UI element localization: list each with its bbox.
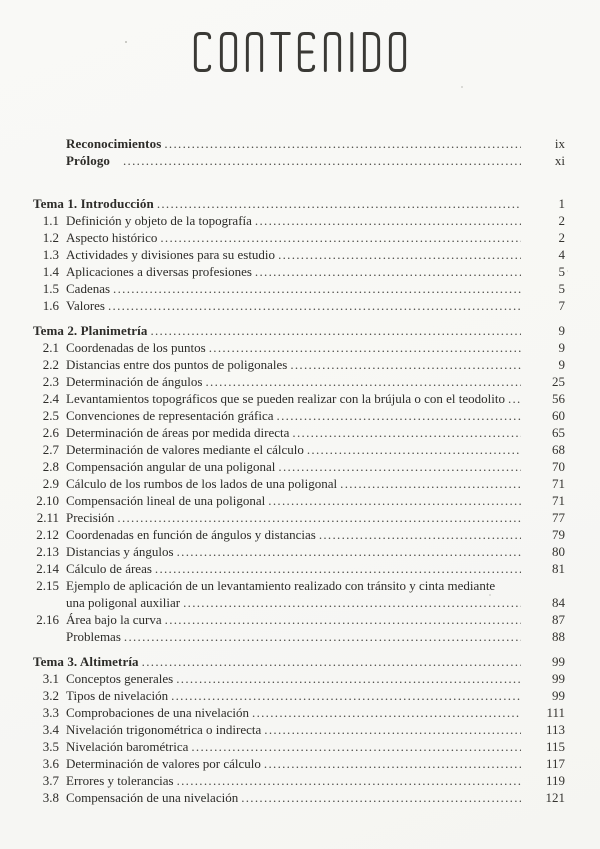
entry-number: 2.8 <box>42 459 59 474</box>
toc-row <box>33 526 565 543</box>
toc-row <box>33 543 565 560</box>
toc-row <box>33 475 565 492</box>
dot-leader <box>290 356 521 373</box>
entry-number: 2.5 <box>42 408 59 423</box>
entry-label: Reconocimientos <box>66 136 162 151</box>
entry-label: Compensación angular de una poligonal <box>66 459 276 474</box>
scan-speck <box>567 270 568 272</box>
dot-leader <box>171 687 521 704</box>
sections-list <box>33 195 565 806</box>
toc-section <box>33 195 565 314</box>
dot-leader <box>278 458 521 475</box>
toc-row <box>33 755 565 772</box>
toc-row <box>33 339 565 356</box>
entry-number: 1.1 <box>42 213 59 228</box>
entry-label: Definición y objeto de la topografía <box>66 213 252 228</box>
entry-label: Determinación de valores por cálculo <box>66 756 261 771</box>
toc-row <box>33 492 565 509</box>
toc-row <box>33 611 565 628</box>
toc-row <box>33 424 565 441</box>
toc-row <box>33 390 565 407</box>
entry-number: 3.7 <box>42 773 59 788</box>
toc-row <box>33 373 565 390</box>
entry-number: 2.9 <box>42 476 59 491</box>
dot-leader <box>177 543 521 560</box>
dot-leader <box>277 407 521 424</box>
entry-label: Determinación de ángulos <box>66 374 203 389</box>
toc-row <box>33 246 565 263</box>
entry-page: 71 <box>552 476 565 491</box>
dot-leader <box>191 738 521 755</box>
entry-number: 2.16 <box>36 612 59 627</box>
toc-row <box>33 135 565 152</box>
entry-page: 79 <box>552 527 565 542</box>
entry-page: 119 <box>545 773 565 788</box>
toc-row <box>33 670 565 687</box>
entry-label: Coordenadas en función de ángulos y distancias <box>66 527 316 542</box>
entry-page: 2 <box>558 213 565 228</box>
entry-page: 2 <box>558 230 565 245</box>
entry-page: 9 <box>558 357 565 372</box>
entry-number: 3.2 <box>42 688 59 703</box>
entry-page: 9 <box>558 323 565 338</box>
toc-row <box>33 407 565 424</box>
entry-number: 2.2 <box>42 357 59 372</box>
title-letter <box>296 31 317 73</box>
dot-leader <box>264 721 521 738</box>
dot-leader <box>150 322 521 339</box>
dot-leader <box>177 772 521 789</box>
dot-leader <box>142 653 521 670</box>
title-letter <box>270 31 291 73</box>
title-letter <box>218 31 239 73</box>
entry-page: xi <box>554 153 565 168</box>
toc-row <box>33 653 565 670</box>
toc-row <box>33 212 565 229</box>
dot-leader <box>183 594 521 611</box>
toc-row <box>33 152 565 169</box>
dot-leader <box>241 789 521 806</box>
entry-number: 2.10 <box>36 493 59 508</box>
dot-leader <box>113 280 521 297</box>
entry-label: Ejemplo de aplicación de un levantamiento realizado con tránsito y cinta mediante <box>66 578 496 593</box>
entry-page: 99 <box>552 654 565 669</box>
toc-row <box>33 594 565 611</box>
entry-label: Levantamientos topográficos que se pueden realizar con la brújula o con el teodolito <box>66 391 505 406</box>
toc-section <box>33 653 565 806</box>
toc-row <box>33 577 565 594</box>
toc-row <box>33 229 565 246</box>
toc-row <box>33 704 565 721</box>
entry-page: 121 <box>545 790 565 805</box>
dot-leader <box>307 441 521 458</box>
entry-label: Actividades y divisiones para su estudio <box>66 247 276 262</box>
entry-number: 1.2 <box>42 230 59 245</box>
entry-label: Tema 1. Introducción <box>33 196 154 211</box>
toc-row <box>33 356 565 373</box>
entry-label: Aspecto histórico <box>66 230 158 245</box>
entry-number: 2.14 <box>36 561 59 576</box>
entry-label: Convenciones de representación gráfica <box>66 408 274 423</box>
entry-number: 2.15 <box>36 578 59 593</box>
title-letter <box>361 31 382 73</box>
dot-leader <box>209 339 521 356</box>
entry-label: Área bajo la curva <box>66 612 162 627</box>
entry-label: Conceptos generales <box>66 671 174 686</box>
entry-number: 2.11 <box>36 510 59 525</box>
entry-label: Tipos de nivelación <box>66 688 169 703</box>
toc-row <box>33 458 565 475</box>
entry-label: Precisión <box>66 510 115 525</box>
entry-number: 3.5 <box>42 739 59 754</box>
dot-leader <box>157 195 521 212</box>
entry-label: Tema 3. Altimetría <box>33 654 139 669</box>
entry-label: Cálculo de los rumbos de los lados de una poligonal <box>66 476 338 491</box>
entry-number: 1.4 <box>42 264 59 279</box>
title-letter <box>387 31 408 73</box>
toc-row <box>33 195 565 212</box>
entry-page: 77 <box>552 510 565 525</box>
entry-label: Distancias y ángulos <box>66 544 174 559</box>
entry-label: Errores y tolerancias <box>66 773 174 788</box>
entry-label: Compensación lineal de una poligonal <box>66 493 266 508</box>
entry-label: Aplicaciones a diversas profesiones <box>66 264 252 279</box>
entry-number: 3.4 <box>42 722 59 737</box>
toc-section <box>33 322 565 645</box>
entry-label: Nivelación trigonométrica o indirecta <box>66 722 262 737</box>
dot-leader <box>155 560 521 577</box>
entry-number: 2.4 <box>42 391 59 406</box>
toc-row <box>33 789 565 806</box>
title-letter <box>192 31 213 73</box>
dot-leader <box>165 611 521 628</box>
entry-number: 3.3 <box>42 705 59 720</box>
entry-page: 99 <box>552 688 565 703</box>
toc-row <box>33 560 565 577</box>
dot-leader <box>255 212 521 229</box>
dot-leader <box>160 229 521 246</box>
toc-row <box>33 772 565 789</box>
entry-label: Compensación de una nivelación <box>66 790 239 805</box>
entry-number: 2.12 <box>36 527 59 542</box>
entry-label: Tema 2. Planimetría <box>33 323 148 338</box>
scan-speck <box>489 594 491 596</box>
scan-speck <box>461 86 463 88</box>
entry-label: Valores <box>66 298 105 313</box>
entry-page: ix <box>554 136 565 151</box>
entry-page: 87 <box>552 612 565 627</box>
entry-page: 99 <box>552 671 565 686</box>
entry-number: 3.8 <box>42 790 59 805</box>
entry-page: 71 <box>552 493 565 508</box>
entry-number: 1.3 <box>42 247 59 262</box>
entry-page: 7 <box>558 298 565 313</box>
entry-number: 2.13 <box>36 544 59 559</box>
entry-page: 60 <box>552 408 565 423</box>
dot-leader <box>278 246 521 263</box>
entry-page: 65 <box>552 425 565 440</box>
entry-page: 111 <box>546 705 565 720</box>
entry-page: 5 <box>558 281 565 296</box>
entry-label: Determinación de áreas por medida directa <box>66 425 290 440</box>
title-letter <box>348 31 356 73</box>
toc-row <box>33 509 565 526</box>
entry-page: 80 <box>552 544 565 559</box>
entry-number: 1.6 <box>42 298 59 313</box>
title-letter <box>244 31 265 73</box>
entry-label: Prólogo <box>66 153 111 168</box>
toc-row <box>33 263 565 280</box>
entry-label: Cadenas <box>66 281 111 296</box>
entry-page: 4 <box>558 247 565 262</box>
entry-page: 9 <box>558 340 565 355</box>
entry-number: 2.7 <box>42 442 59 457</box>
dot-leader <box>117 509 521 526</box>
entry-page: 84 <box>552 595 565 610</box>
title-letter <box>322 31 343 73</box>
entry-label: Determinación de valores mediante el cálculo <box>66 442 304 457</box>
entry-label: Problemas <box>66 629 121 644</box>
toc-row <box>33 297 565 314</box>
entry-page: 115 <box>545 739 565 754</box>
entry-label: Cálculo de áreas <box>66 561 152 576</box>
dot-leader <box>340 475 521 492</box>
entry-page: 113 <box>545 722 565 737</box>
entry-page: 25 <box>552 374 565 389</box>
dot-leader <box>252 704 521 721</box>
dot-leader <box>268 492 521 509</box>
toc-row <box>33 322 565 339</box>
entry-page: 117 <box>545 756 565 771</box>
entry-page: 81 <box>552 561 565 576</box>
toc-row <box>33 280 565 297</box>
entry-page: 70 <box>552 459 565 474</box>
toc-row <box>33 721 565 738</box>
entry-page: 5 <box>558 264 565 279</box>
entry-label: Coordenadas de los puntos <box>66 340 206 355</box>
entry-number: 3.6 <box>42 756 59 771</box>
dot-leader <box>255 263 521 280</box>
toc-row <box>33 628 565 645</box>
front-matter-list <box>33 135 565 169</box>
dot-leader <box>264 755 521 772</box>
toc-row <box>33 441 565 458</box>
entry-label: Comprobaciones de una nivelación <box>66 705 250 720</box>
page-title <box>0 31 600 75</box>
dot-leader <box>108 297 521 314</box>
entry-label: una poligonal auxiliar <box>66 595 181 610</box>
entry-page: 88 <box>552 629 565 644</box>
entry-number: 1.5 <box>42 281 59 296</box>
dot-leader <box>123 152 521 169</box>
entry-label: Nivelación barométrica <box>66 739 189 754</box>
dot-leader <box>205 373 521 390</box>
dot-leader <box>164 135 521 152</box>
toc-body <box>33 135 565 806</box>
dot-leader <box>319 526 521 543</box>
dot-leader <box>292 424 521 441</box>
entry-number: 3.1 <box>42 671 59 686</box>
scan-speck <box>125 41 127 43</box>
entry-number: 2.1 <box>42 340 59 355</box>
dot-leader <box>508 390 521 407</box>
entry-label: Distancias entre dos puntos de poligonales <box>66 357 288 372</box>
dot-leader <box>176 670 521 687</box>
entry-page: 68 <box>552 442 565 457</box>
entry-page: 1 <box>558 196 565 211</box>
dot-leader <box>124 628 521 645</box>
entry-page: 56 <box>552 391 565 406</box>
toc-row <box>33 687 565 704</box>
entry-number: 2.3 <box>42 374 59 389</box>
entry-number: 2.6 <box>42 425 59 440</box>
toc-row <box>33 738 565 755</box>
